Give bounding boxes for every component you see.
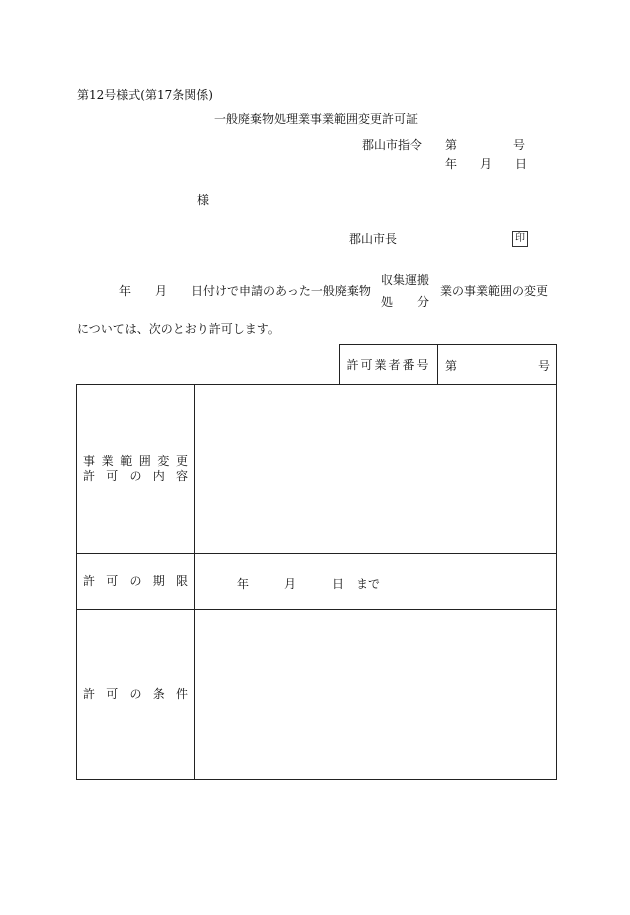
document-title: 一般廃棄物処理業事業範囲変更許可証 [214, 112, 419, 126]
body-year: 年 [119, 284, 132, 298]
body-line-2: については、次のとおり許可します。 [77, 322, 280, 336]
issue-year: 年 [445, 157, 458, 171]
seal-mark: 印 [512, 231, 528, 247]
body-phrase-tail: 業の事業範囲の変更 [440, 284, 549, 298]
period-month: 月 [284, 577, 297, 591]
table-row-content [77, 385, 557, 554]
period-label-text: 許可の期限 [83, 574, 188, 588]
license-number-field[interactable] [438, 345, 557, 385]
issuer-dai: 第 [445, 138, 458, 152]
conditions-field[interactable] [195, 610, 557, 780]
license-number-dai: 第 [445, 359, 458, 373]
conditions-label [77, 610, 195, 780]
issue-day: 日 [515, 157, 528, 171]
content-field[interactable] [195, 385, 557, 554]
main-form-table [76, 384, 557, 780]
table-row-conditions [77, 610, 557, 780]
issue-month: 月 [480, 157, 493, 171]
period-year: 年 [237, 577, 250, 591]
content-label-line1: 事業範囲変更 [83, 454, 188, 468]
period-field[interactable] [195, 554, 557, 610]
period-day-until: 日 まで [332, 577, 381, 591]
license-number-table [339, 344, 557, 385]
table-row-period [77, 554, 557, 610]
body-month: 月 [155, 284, 168, 298]
license-number-label: 許可業者番号 [340, 345, 438, 385]
content-label [77, 385, 195, 554]
content-label-line2: 許可の内容 [83, 469, 188, 483]
option-disposal: 処 分 [381, 295, 430, 309]
conditions-label-text: 許可の条件 [83, 687, 188, 701]
license-number-go: 号 [537, 359, 550, 373]
body-date-phrase: 日付けで申請のあった一般廃棄物 [191, 284, 371, 298]
form-number: 第12号様式(第17条関係) [77, 88, 213, 102]
addressee-suffix: 様 [197, 193, 210, 207]
mayor-title: 郡山市長 [349, 232, 398, 246]
option-collection: 収集運搬 [381, 273, 430, 287]
period-label [77, 554, 195, 610]
issuer-designation: 郡山市指令 [362, 138, 423, 152]
issuer-go: 号 [513, 138, 526, 152]
